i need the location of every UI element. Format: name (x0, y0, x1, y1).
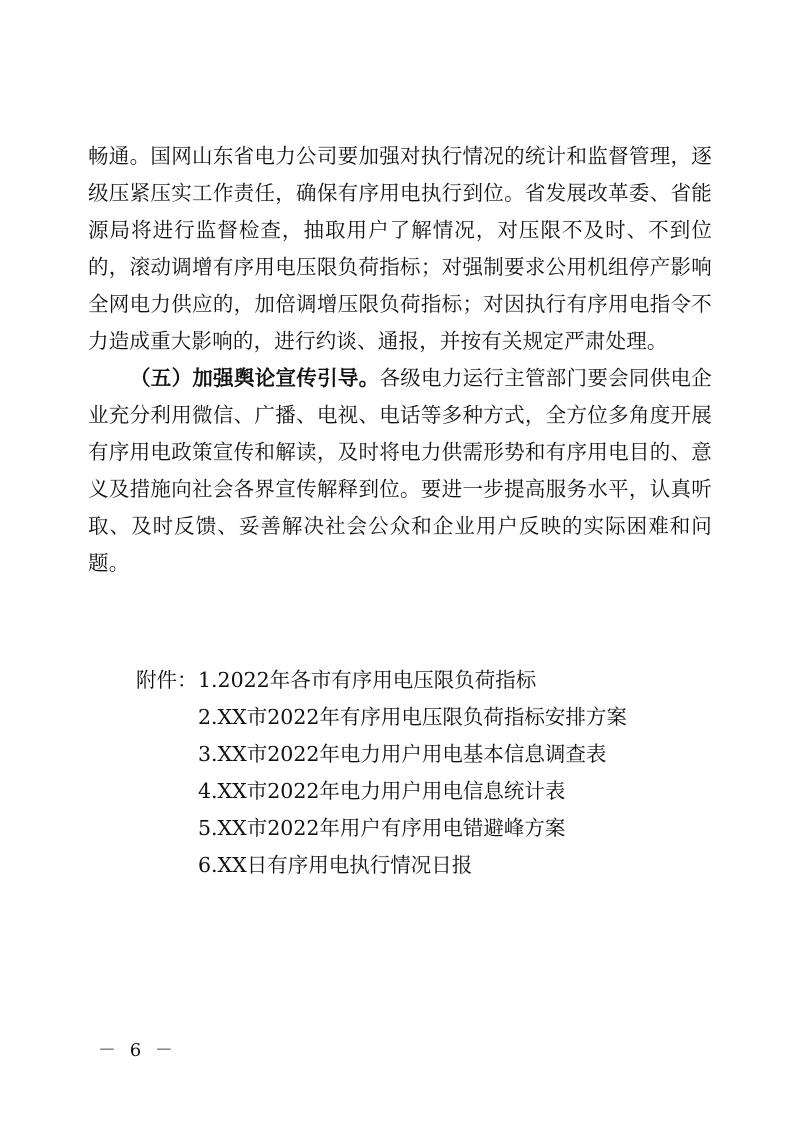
attachment-item: 6.XX日有序用电执行情况日报 (198, 853, 473, 877)
attachment-item: 5.XX市2022年用户有序用电错避峰方案 (198, 816, 566, 840)
attachment-row (136, 847, 696, 884)
attachment-item: 1.2022年各市有序用电压限负荷指标 (198, 668, 537, 692)
attachment-row (136, 773, 696, 810)
document-body (88, 138, 712, 582)
attachment-item: 3.XX市2022年电力用户用电基本信息调查表 (198, 742, 607, 766)
paragraph-text: 畅通。国网山东省电力公司要加强对执行情况的统计和监督管理，逐级压紧压实工作责任，确保有序用电执行到位。省发展改革委、省能源局将进行监督检查，抽取用户了解情况，对压限不及时、不到位的，滚动调增有序用电压限负荷指标；对强制要求公用机组停产影响全网电力供应的，加倍调增压限负荷指标；对因执行有序用电指令不力造成重大影响的，进行约谈、通报，并按有关规定严肃处理。 (88, 144, 712, 353)
attachments-list (136, 662, 696, 884)
attachment-row (136, 736, 696, 773)
attachment-item: 2.XX市2022年有序用电压限负荷指标安排方案 (198, 705, 627, 729)
paragraph-text: 各级电力运行主管部门要会同供电企业充分利用微信、广播、电视、电话等多种方式，全方位多角度开展有序用电政策宣传和解读，及时将电力供需形势和有序用电目的、意义及措施向社会各界宣传解释到位。要进一步提高服务水平，认真听取、及时反馈、妥善解决社会公众和企业用户反映的实际困难和问题。 (88, 366, 712, 575)
section-heading: （五）加强舆论宣传引导。 (130, 366, 380, 390)
attachments-label: 附件： (136, 668, 198, 692)
attachment-row (136, 699, 696, 736)
attachment-row (136, 662, 696, 699)
page-number: － 6 － (98, 1040, 177, 1061)
paragraph-continuation (88, 138, 712, 360)
attachment-item: 4.XX市2022年电力用户用电信息统计表 (198, 779, 566, 803)
attachment-row (136, 810, 696, 847)
paragraph-section-five (88, 360, 712, 582)
